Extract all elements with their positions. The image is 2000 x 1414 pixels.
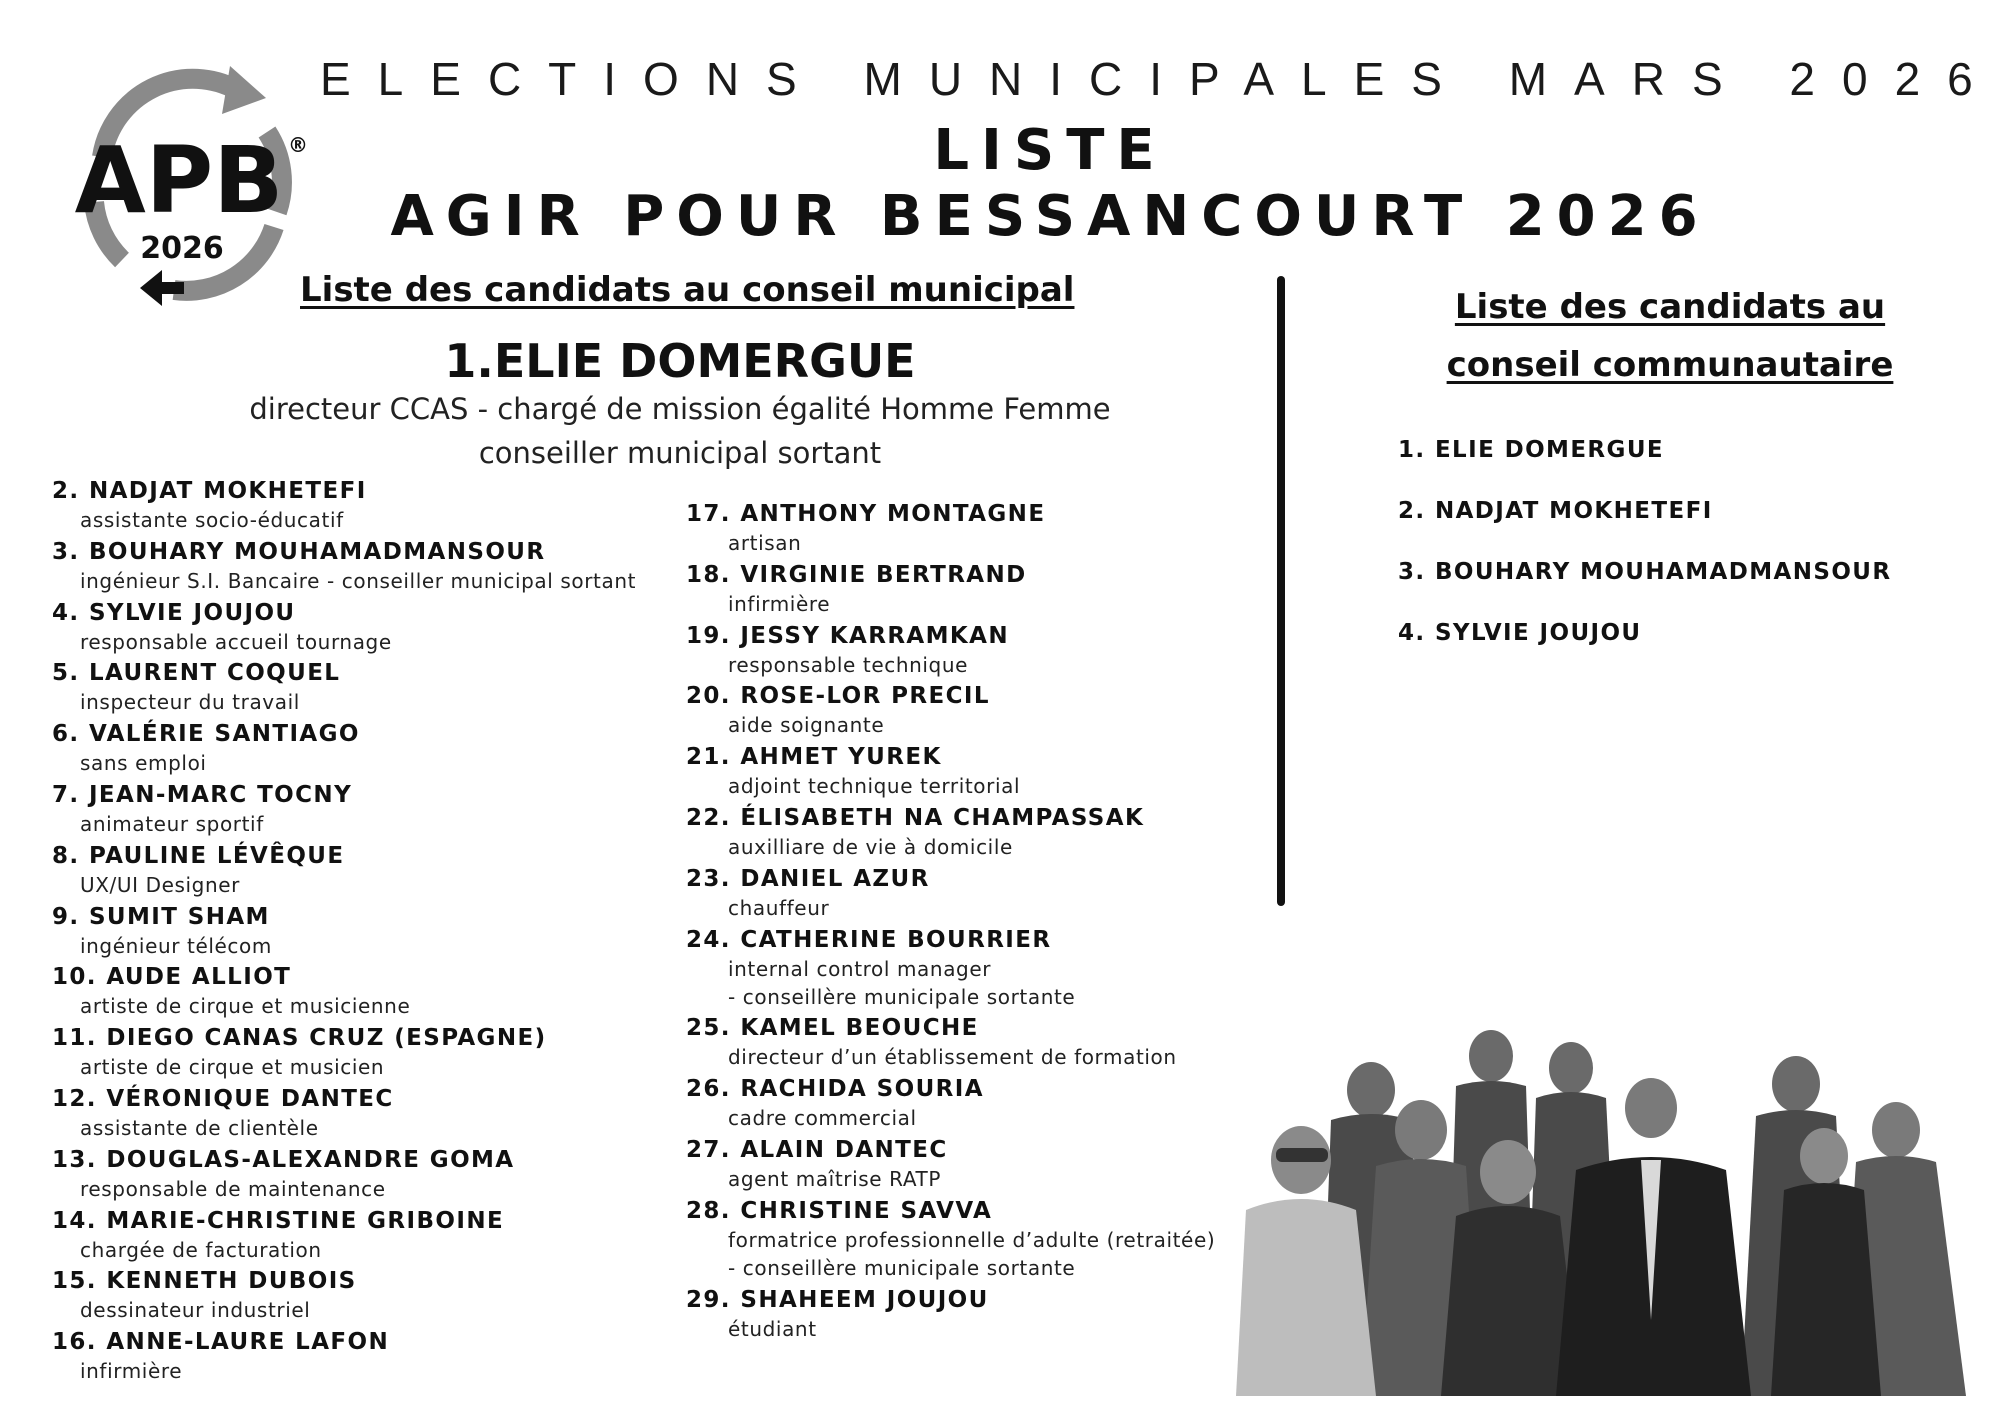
candidate-item — [52, 1084, 672, 1145]
candidate-role: assistante de clientèle — [80, 1115, 319, 1140]
candidate-role: cadre commercial — [728, 1106, 917, 1131]
candidate-role: auxilliare de vie à domicile — [728, 834, 1013, 859]
candidate-role: chauffeur — [728, 895, 830, 920]
candidate-role: chargée de facturation — [80, 1237, 322, 1262]
candidate-item — [52, 537, 672, 598]
candidate-item — [686, 621, 1246, 682]
candidate-role: agent maîtrise RATP — [728, 1166, 942, 1191]
candidate-name: 17. ANTHONY MONTAGNE — [686, 501, 1046, 527]
candidate-name: 22. ÉLISABETH NA CHAMPASSAK — [686, 804, 1145, 831]
candidate-name: 19. JESSY KARRAMKAN — [686, 622, 1009, 649]
candidate-item — [52, 1145, 672, 1206]
candidate-name: 24. CATHERINE BOURRIER — [686, 926, 1052, 953]
candidate-name: 6. VALÉRIE SANTIAGO — [52, 721, 360, 748]
head-candidate-role-line-2: conseiller municipal sortant — [478, 436, 882, 470]
candidate-role: artisan — [728, 531, 802, 555]
candidate-role: responsable technique — [728, 652, 969, 677]
candidate-item — [686, 1135, 1246, 1196]
candidate-name: 28. CHRISTINE SAVVA — [686, 1197, 993, 1224]
candidate-role: artiste de cirque et musicienne — [80, 994, 411, 1019]
candidate-role: formatrice professionnelle d’adulte (retraitée) — [728, 1227, 1216, 1252]
candidate-role: dessinateur industriel — [80, 1298, 311, 1323]
candidate-name: 9. SUMIT SHAM — [52, 903, 270, 930]
candidates-group-photo — [1236, 1020, 1980, 1396]
candidate-role: sans emploi — [80, 751, 207, 776]
candidate-name: 23. DANIEL AZUR — [686, 865, 930, 892]
candidate-role: étudiant — [728, 1316, 817, 1341]
candidate-item — [686, 681, 1246, 742]
candidate-item — [686, 742, 1246, 803]
candidate-item — [686, 1074, 1246, 1135]
candidate-role: aide soignante — [728, 713, 885, 738]
candidate-item — [686, 1013, 1246, 1074]
municipal-council-heading: Liste des candidats au conseil municipal — [300, 270, 1075, 310]
candidate-name: 10. AUDE ALLIOT — [52, 964, 292, 991]
election-kicker: ELECTIONS MUNICIPALES MARS 2026 — [320, 53, 2000, 105]
community-candidates-list — [1398, 435, 1958, 679]
candidate-role: internal control manager — [728, 956, 992, 981]
candidate-name: 18. VIRGINIE BERTRAND — [686, 561, 1027, 588]
candidate-role: assistante socio-éducatif — [80, 508, 344, 532]
title-line-2: AGIR POUR BESSANCOURT 2026 — [390, 184, 1710, 249]
candidate-item — [52, 476, 672, 537]
candidate-role: directeur d’un établissement de formation — [728, 1045, 1177, 1070]
registered-mark: ® — [288, 133, 308, 157]
candidate-name: 14. MARIE-CHRISTINE GRIBOINE — [52, 1207, 505, 1234]
candidate-name: 25. KAMEL BEOUCHE — [686, 1015, 979, 1042]
community-council-heading: Liste des candidats au conseil communautaire — [1446, 287, 1894, 385]
candidate-role: responsable accueil tournage — [80, 629, 392, 654]
candidate-item — [686, 1285, 1246, 1346]
candidate-item — [52, 902, 672, 963]
recycle-arrows-icon — [62, 62, 312, 312]
community-candidate: 4. SYLVIE JOUJOU — [1398, 620, 1642, 646]
head-candidate-name: 1.ELIE DOMERGUE — [444, 334, 916, 388]
candidate-item — [52, 658, 672, 719]
candidate-item — [686, 803, 1246, 864]
candidate-role: responsable de maintenance — [80, 1176, 386, 1201]
candidate-name: 13. DOUGLAS-ALEXANDRE GOMA — [52, 1146, 515, 1173]
candidate-item — [52, 1327, 672, 1388]
candidate-name: 2. NADJAT MOKHETEFI — [52, 478, 367, 504]
candidate-name: 12. VÉRONIQUE DANTEC — [52, 1085, 394, 1112]
logo-year: 2026 — [140, 231, 224, 266]
candidate-name: 11. DIEGO CANAS CRUZ (ESPAGNE) — [52, 1025, 547, 1052]
municipal-candidates-column-b — [686, 499, 1246, 1345]
candidate-item — [52, 719, 672, 780]
candidate-role: inspecteur du travail — [80, 690, 300, 715]
candidate-name: 21. AHMET YUREK — [686, 744, 942, 771]
candidate-item — [52, 841, 672, 902]
candidate-name: 4. SYLVIE JOUJOU — [52, 599, 296, 626]
candidate-name: 7. JEAN-MARC TOCNY — [52, 781, 353, 808]
group-photo — [1236, 1020, 1980, 1396]
candidate-role-extra: - conseillère municipale sortante — [728, 1255, 1076, 1280]
candidate-item — [52, 1023, 672, 1084]
candidate-role: animateur sportif — [80, 811, 264, 836]
candidate-item — [686, 1196, 1246, 1285]
candidate-name: 27. ALAIN DANTEC — [686, 1136, 948, 1163]
candidate-item — [686, 925, 1246, 1014]
candidate-role: UX/UI Designer — [80, 872, 240, 897]
apb-logo — [62, 62, 312, 312]
title-line-1: LISTE — [933, 118, 1167, 183]
candidate-role: infirmière — [728, 591, 831, 616]
candidate-item — [52, 1206, 672, 1267]
candidate-role: ingénieur télécom — [80, 933, 272, 958]
candidate-item — [52, 962, 672, 1023]
vertical-divider — [1277, 276, 1285, 906]
candidate-role: adjoint technique territorial — [728, 774, 1021, 799]
candidate-role: ingénieur S.I. Bancaire - conseiller municipal sortant — [80, 568, 637, 593]
candidate-name: 26. RACHIDA SOURIA — [686, 1076, 984, 1103]
municipal-candidates-column-a — [52, 476, 672, 1388]
community-candidate: 3. BOUHARY MOUHAMADMANSOUR — [1398, 559, 1892, 585]
candidate-name: 5. LAURENT COQUEL — [52, 660, 341, 687]
candidate-role-extra: - conseillère municipale sortante — [728, 984, 1076, 1009]
candidate-name: 20. ROSE-LOR PRECIL — [686, 683, 990, 710]
community-candidate: 1. ELIE DOMERGUE — [1398, 437, 1665, 463]
community-candidate: 2. NADJAT MOKHETEFI — [1398, 498, 1713, 524]
candidate-name: 16. ANNE-LAURE LAFON — [52, 1329, 390, 1356]
candidate-role: infirmière — [80, 1359, 183, 1384]
logo-text: APB — [74, 127, 284, 234]
candidate-item — [686, 499, 1246, 560]
candidate-name: 29. SHAHEEM JOUJOU — [686, 1286, 989, 1313]
candidate-name: 15. KENNETH DUBOIS — [52, 1268, 357, 1295]
candidate-item — [52, 1266, 672, 1327]
candidate-role: artiste de cirque et musicien — [80, 1055, 385, 1080]
candidate-name: 3. BOUHARY MOUHAMADMANSOUR — [52, 538, 546, 565]
candidate-item — [686, 864, 1246, 925]
head-candidate-role-line-1: directeur CCAS - chargé de mission égalité Homme Femme — [249, 392, 1111, 426]
candidate-name: 8. PAULINE LÉVÊQUE — [52, 842, 345, 869]
candidate-item — [52, 780, 672, 841]
candidate-item — [52, 598, 672, 659]
candidate-item — [686, 560, 1246, 621]
